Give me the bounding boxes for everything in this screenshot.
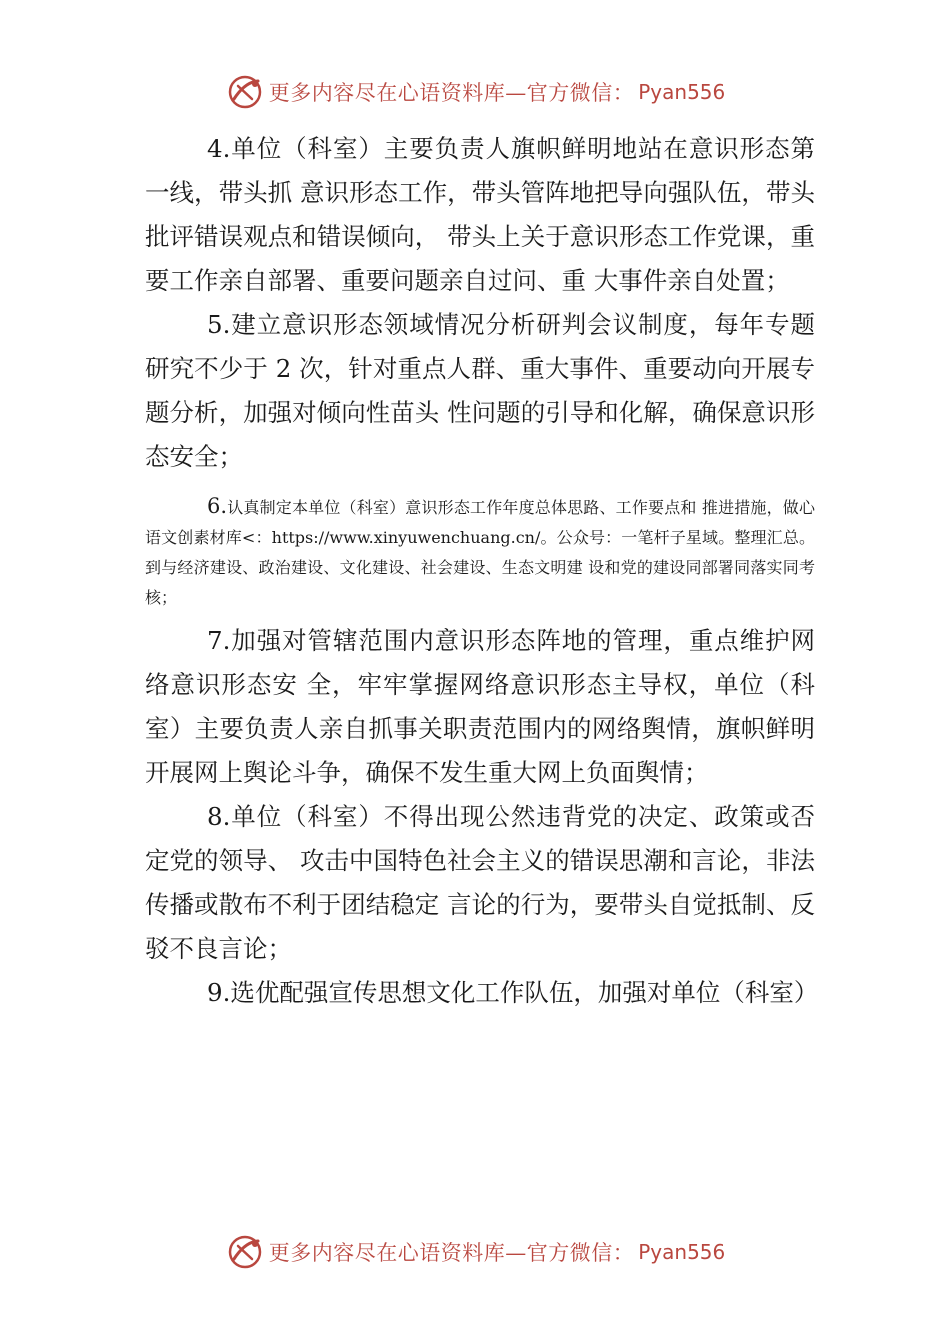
- paragraph-5: 5.建立意识形态领域情况分析研判会议制度，每年专题研究不少于 2 次，针对重点人群、重大事件、重要动向开展专题分析，加强对倾向性苗头 性问题的引导和化解，确保意识形态安全；: [145, 310, 815, 471]
- banner-text: 更多内容尽在心语资料库—官方微信：: [268, 1241, 635, 1265]
- paragraph-4: 4.单位（科室）主要负责人旗帜鲜明地站在意识形态第一线，带头抓 意识形态工作，带头管阵地把导向强队伍，带头批评错误观点和错误倾向， 带头上关于意识形态工作党课，重要工作亲自部署、重要问题亲自过问、重 大事件亲自处置；: [145, 134, 815, 295]
- wechat-id: Pyan556: [638, 80, 726, 104]
- paragraph-7: 7.加强对管辖范围内意识形态阵地的管理，重点维护网络意识形态安 全，牢牢掌握网络意识形态主导权，单位（科室）主要负责人亲自抓事关职责范围内的网络舆情，旗帜鲜明开展网上舆论斗争，确保不发生重大网上负面舆情；: [145, 626, 815, 787]
- document-body: [145, 127, 819, 1015]
- paragraph-8: 8.单位（科室）不得出现公然违背党的决定、政策或否定党的领导、 攻击中国特色社会主义的错误思潮和言论，非法传播或散布不利于团结稳定 言论的行为，要带头自觉抵制、反驳不良言论；: [145, 802, 815, 963]
- paragraph-9: 9.选优配强宣传思想文化工作队伍，加强对单位（科室）: [207, 978, 819, 1007]
- wechat-id: Pyan556: [638, 1240, 726, 1264]
- logo-icon: [225, 72, 265, 112]
- header-banner: [0, 70, 950, 114]
- paragraph-6: [145, 491, 815, 613]
- paragraph-6-text: 认真制定本单位（科室）意识形态工作年度总体思路、工作要点和 推进措施，做心语文创素材库<：https://www.xinyuwenchuang.cn/。公众号：一笔杆子星域。整理汇总。到与经济建设、政治建设、文化建设、社会建设、生态文明建 设和党的建设同部署同落实同考核；: [145, 498, 815, 607]
- paragraph-6-number: 6.: [207, 494, 228, 518]
- logo-icon: [225, 1232, 265, 1272]
- footer-banner: [0, 1230, 950, 1274]
- banner-text: 更多内容尽在心语资料库—官方微信：: [268, 81, 635, 105]
